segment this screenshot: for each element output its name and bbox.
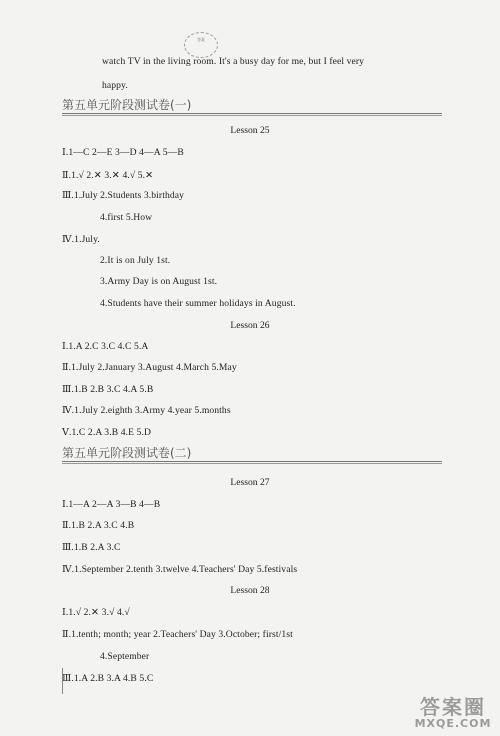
- answer-line: Ⅲ.1.A 2.B 3.A 4.B 5.C: [62, 673, 154, 684]
- answer-line: 4.Students have their summer holidays in August.: [100, 298, 296, 309]
- watermark-url: MXQE.COM: [414, 717, 492, 730]
- section-rule: [62, 113, 442, 114]
- answer-line: 4.first 5.How: [100, 212, 153, 223]
- lesson-title: Lesson 28: [230, 585, 270, 596]
- answer-line: Ⅱ.1.√ 2.✕ 3.✕ 4.√ 5.✕: [62, 170, 154, 181]
- stamp-seal: [184, 32, 218, 58]
- answer-line: 4.September: [100, 651, 150, 662]
- answer-line: 2.It is on July 1st.: [100, 255, 171, 266]
- stamp-text: 答案: [197, 37, 205, 42]
- answer-line: Ⅰ.1—C 2—E 3—D 4—A 5—B: [62, 147, 184, 158]
- answer-line: Ⅳ.1.July.: [62, 234, 100, 245]
- answer-line: Ⅰ.1.A 2.C 3.C 4.C 5.A: [62, 341, 149, 352]
- section-rule: [62, 463, 442, 464]
- answer-line: Ⅲ.1.B 2.B 3.C 4.A 5.B: [62, 384, 154, 395]
- answer-line: Ⅲ.1.July 2.Students 3.birthday: [62, 190, 185, 201]
- lesson-title: Lesson 27: [230, 477, 270, 488]
- section-title-text: 第五单元阶段测试卷(二): [62, 446, 192, 460]
- section-rule: [62, 115, 442, 116]
- answer-line: Ⅱ.1.July 2.January 3.August 4.March 5.May: [62, 362, 237, 373]
- intro-line-2: happy.: [102, 80, 128, 91]
- lesson-title: Lesson 25: [230, 125, 270, 136]
- answer-line: Ⅰ.1.√ 2.✕ 3.√ 4.√: [62, 607, 130, 618]
- section-title-1: [62, 95, 442, 113]
- intro-line-1: watch TV in the living room. It's a busy day for me, but I feel very: [102, 56, 365, 67]
- watermark-logo: [410, 696, 496, 734]
- answer-line: Ⅳ.1.September 2.tenth 3.twelve 4.Teachers' Day 5.festivals: [62, 564, 298, 575]
- answer-line: Ⅰ.1—A 2—A 3—B 4—B: [62, 499, 161, 510]
- answer-line: Ⅲ.1.B 2.A 3.C: [62, 542, 121, 553]
- lesson-title: Lesson 26: [230, 320, 270, 331]
- section-title-2: [62, 443, 442, 461]
- section-title-text: 第五单元阶段测试卷(一): [62, 98, 192, 112]
- answer-line: Ⅱ.1.B 2.A 3.C 4.B: [62, 520, 135, 531]
- watermark-text: 答案圈: [420, 695, 486, 719]
- margin-rule: [62, 668, 63, 694]
- section-rule: [62, 461, 442, 462]
- answer-line: Ⅴ.1.C 2.A 3.B 4.E 5.D: [62, 427, 151, 438]
- answer-line: 3.Army Day is on August 1st.: [100, 276, 218, 287]
- answer-line: Ⅱ.1.tenth; month; year 2.Teachers' Day 3.October; first/1st: [62, 629, 293, 640]
- answer-line: Ⅳ.1.July 2.eighth 3.Army 4.year 5.months: [62, 405, 231, 416]
